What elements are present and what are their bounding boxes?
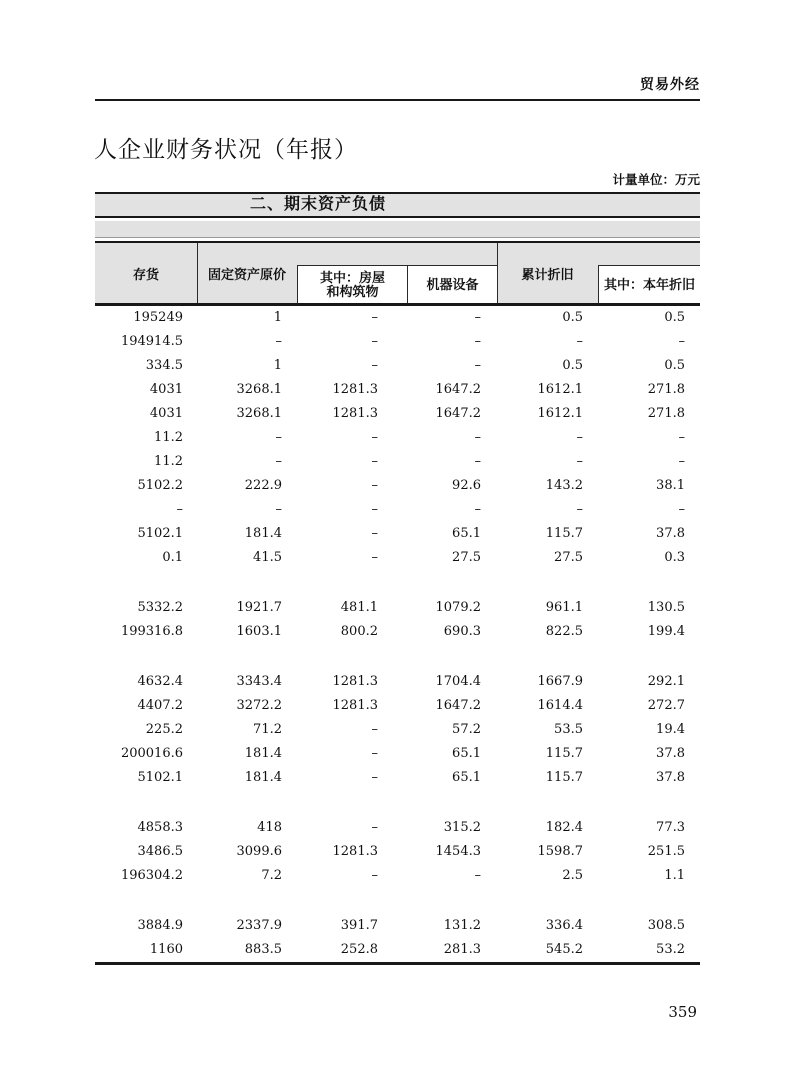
cell: 115.7 [545, 526, 583, 541]
table-row [95, 330, 700, 354]
cell: 1647.2 [435, 698, 481, 713]
cell: 0.5 [664, 310, 685, 325]
cell: 883.5 [244, 942, 282, 957]
cell: 199316.8 [120, 624, 183, 639]
table-row [95, 938, 700, 962]
cell: 1598.7 [537, 844, 583, 859]
cell: 1079.2 [435, 600, 481, 615]
table-row [95, 816, 700, 840]
cell: 1921.7 [236, 600, 282, 615]
unit-note: 计量单位：万元 [612, 173, 700, 187]
cell: – [576, 454, 583, 469]
column-header-fixed-assets: 固定资产原价 [207, 266, 286, 282]
cell: 1454.3 [435, 844, 481, 859]
table-row [95, 498, 700, 522]
cell: 418 [257, 820, 282, 835]
cell: 1614.4 [537, 698, 583, 713]
cell: 1612.1 [537, 406, 583, 421]
cell: 5102.1 [137, 526, 183, 541]
cell: 822.5 [545, 624, 583, 639]
cell: – [576, 430, 583, 445]
table-row [95, 694, 700, 718]
cell: 391.7 [340, 918, 378, 933]
cell: – [371, 722, 378, 737]
cell: 4858.3 [137, 820, 183, 835]
cell: 1281.3 [332, 406, 378, 421]
cell: – [371, 478, 378, 493]
cell: 3884.9 [137, 918, 183, 933]
cell: 0.5 [664, 358, 685, 373]
cell: – [371, 454, 378, 469]
cell: – [474, 358, 481, 373]
cell: 200016.6 [120, 746, 183, 761]
table-row [95, 620, 700, 644]
cell: 4632.4 [137, 674, 183, 689]
cell: 57.2 [452, 722, 481, 737]
cell: 182.4 [545, 820, 583, 835]
cell: 37.8 [656, 770, 685, 785]
group-gap [95, 888, 700, 914]
subcolumn-box-depreciation [598, 265, 700, 303]
cell: – [371, 358, 378, 373]
subheader-band [95, 221, 700, 238]
cell: 130.5 [647, 600, 685, 615]
cell: 181.4 [244, 770, 282, 785]
cell: 251.5 [647, 844, 685, 859]
section-band [95, 192, 700, 218]
cell: – [576, 334, 583, 349]
table-row [95, 354, 700, 378]
cell: 5332.2 [137, 600, 183, 615]
table-row [95, 546, 700, 570]
cell: 38.1 [656, 478, 685, 493]
cell: 131.2 [443, 918, 481, 933]
cell: – [576, 502, 583, 517]
table-row [95, 670, 700, 694]
cell: 5102.2 [137, 478, 183, 493]
table-body [95, 306, 700, 962]
cell: – [474, 334, 481, 349]
cell: – [275, 502, 282, 517]
cell: 271.8 [647, 406, 685, 421]
cell: – [474, 430, 481, 445]
cell: 181.4 [244, 526, 282, 541]
cell: 194914.5 [120, 334, 183, 349]
column-header-inventory: 存货 [132, 266, 159, 282]
cell: 281.3 [443, 942, 481, 957]
cell: 4031 [149, 382, 183, 397]
cell: – [275, 430, 282, 445]
category-label: 贸易外经 [640, 76, 700, 92]
cell: 27.5 [554, 550, 583, 565]
cell: 1281.3 [332, 698, 378, 713]
cell: 800.2 [340, 624, 378, 639]
cell: 77.3 [656, 820, 685, 835]
cell: 41.5 [253, 550, 282, 565]
cell: 3099.6 [236, 844, 282, 859]
table-row [95, 864, 700, 888]
cell: 4407.2 [137, 698, 183, 713]
cell: 115.7 [545, 770, 583, 785]
cell: 1647.2 [435, 406, 481, 421]
section-title: 二、期末资产负债 [250, 196, 387, 213]
cell: – [678, 502, 685, 517]
table-row [95, 914, 700, 938]
table-row [95, 402, 700, 426]
cell: 1704.4 [435, 674, 481, 689]
group-gap [95, 790, 700, 816]
cell: 315.2 [443, 820, 481, 835]
cell: 1281.3 [332, 382, 378, 397]
cell: 690.3 [443, 624, 481, 639]
cell: – [678, 430, 685, 445]
table-row [95, 378, 700, 402]
cell: 11.2 [154, 454, 183, 469]
cell: – [371, 526, 378, 541]
cell: – [678, 334, 685, 349]
cell: 37.8 [656, 746, 685, 761]
cell: – [275, 334, 282, 349]
cell: 336.4 [545, 918, 583, 933]
cell: 3272.2 [236, 698, 282, 713]
table-row [95, 718, 700, 742]
cell: 1160 [149, 942, 183, 957]
cell: 65.1 [452, 770, 481, 785]
table-row [95, 474, 700, 498]
cell: 2337.9 [236, 918, 282, 933]
cell: 0.5 [562, 310, 583, 325]
cell: 271.8 [647, 382, 685, 397]
cell: 0.1 [162, 550, 183, 565]
cell: 2.5 [562, 868, 583, 883]
cell: 3486.5 [137, 844, 183, 859]
table-row [95, 426, 700, 450]
cell: 199.4 [647, 624, 685, 639]
cell: 334.5 [145, 358, 183, 373]
page-number: 359 [668, 1003, 697, 1021]
table-row [95, 306, 700, 330]
bottom-rule [95, 962, 700, 965]
group-gap [95, 570, 700, 596]
cell: 11.2 [154, 430, 183, 445]
cell: 1.1 [664, 868, 685, 883]
cell: 1 [273, 358, 282, 373]
cell: 1667.9 [537, 674, 583, 689]
cell: – [474, 310, 481, 325]
table-row [95, 766, 700, 790]
cell: – [371, 334, 378, 349]
cell: 1612.1 [537, 382, 583, 397]
header-rule [95, 99, 700, 101]
cell: 272.7 [647, 698, 685, 713]
financial-table [95, 192, 700, 965]
cell: 1603.1 [236, 624, 282, 639]
subcolumn-box-fixed-assets [297, 265, 497, 303]
cell: 1 [273, 310, 282, 325]
cell: – [474, 454, 481, 469]
table-row [95, 522, 700, 546]
cell: – [371, 820, 378, 835]
cell: 252.8 [340, 942, 378, 957]
table-row [95, 450, 700, 474]
cell: – [176, 502, 183, 517]
column-header-houses-line1: 其中：房屋 [319, 269, 385, 285]
cell: 181.4 [244, 746, 282, 761]
cell: – [678, 454, 685, 469]
cell: 37.8 [656, 526, 685, 541]
cell: 222.9 [244, 478, 282, 493]
cell: – [371, 550, 378, 565]
cell: 3268.1 [236, 382, 282, 397]
cell: 1281.3 [332, 674, 378, 689]
cell: – [474, 868, 481, 883]
cell: 71.2 [253, 722, 282, 737]
cell: 4031 [149, 406, 183, 421]
cell: 7.2 [261, 868, 282, 883]
cell: 53.2 [656, 942, 685, 957]
page-title: 人企业财务状况（年报） [94, 137, 358, 163]
column-header-houses-line2: 和构筑物 [326, 283, 379, 299]
column-header-machinery: 机器设备 [426, 276, 479, 292]
cell: 53.5 [554, 722, 583, 737]
cell: – [371, 430, 378, 445]
cell: – [371, 770, 378, 785]
column-header-houses [298, 266, 407, 303]
cell: 195249 [133, 310, 183, 325]
cell: 27.5 [452, 550, 481, 565]
column-header-accumulated-depreciation: 累计折旧 [521, 266, 574, 282]
cell: 3268.1 [236, 406, 282, 421]
cell: 92.6 [452, 478, 481, 493]
cell: 292.1 [647, 674, 685, 689]
cell: – [371, 746, 378, 761]
cell: 5102.1 [137, 770, 183, 785]
cell: 225.2 [145, 722, 183, 737]
cell: – [371, 310, 378, 325]
column-header-current-year-depreciation: 其中：本年折旧 [603, 276, 695, 292]
cell: 0.3 [664, 550, 685, 565]
column-header-row [95, 241, 700, 306]
cell: 196304.2 [120, 868, 183, 883]
cell: – [371, 868, 378, 883]
cell: 545.2 [545, 942, 583, 957]
cell: – [371, 502, 378, 517]
cell: 143.2 [545, 478, 583, 493]
cell: – [474, 502, 481, 517]
table-row [95, 742, 700, 766]
cell: 0.5 [562, 358, 583, 373]
table-row [95, 596, 700, 620]
cell: 3343.4 [236, 674, 282, 689]
cell: 961.1 [545, 600, 583, 615]
cell: 1647.2 [435, 382, 481, 397]
cell: 65.1 [452, 746, 481, 761]
cell: 481.1 [340, 600, 378, 615]
cell: 19.4 [656, 722, 685, 737]
table-row [95, 840, 700, 864]
group-gap [95, 644, 700, 670]
cell: 308.5 [647, 918, 685, 933]
cell: 115.7 [545, 746, 583, 761]
cell: 65.1 [452, 526, 481, 541]
cell: 1281.3 [332, 844, 378, 859]
cell: – [275, 454, 282, 469]
